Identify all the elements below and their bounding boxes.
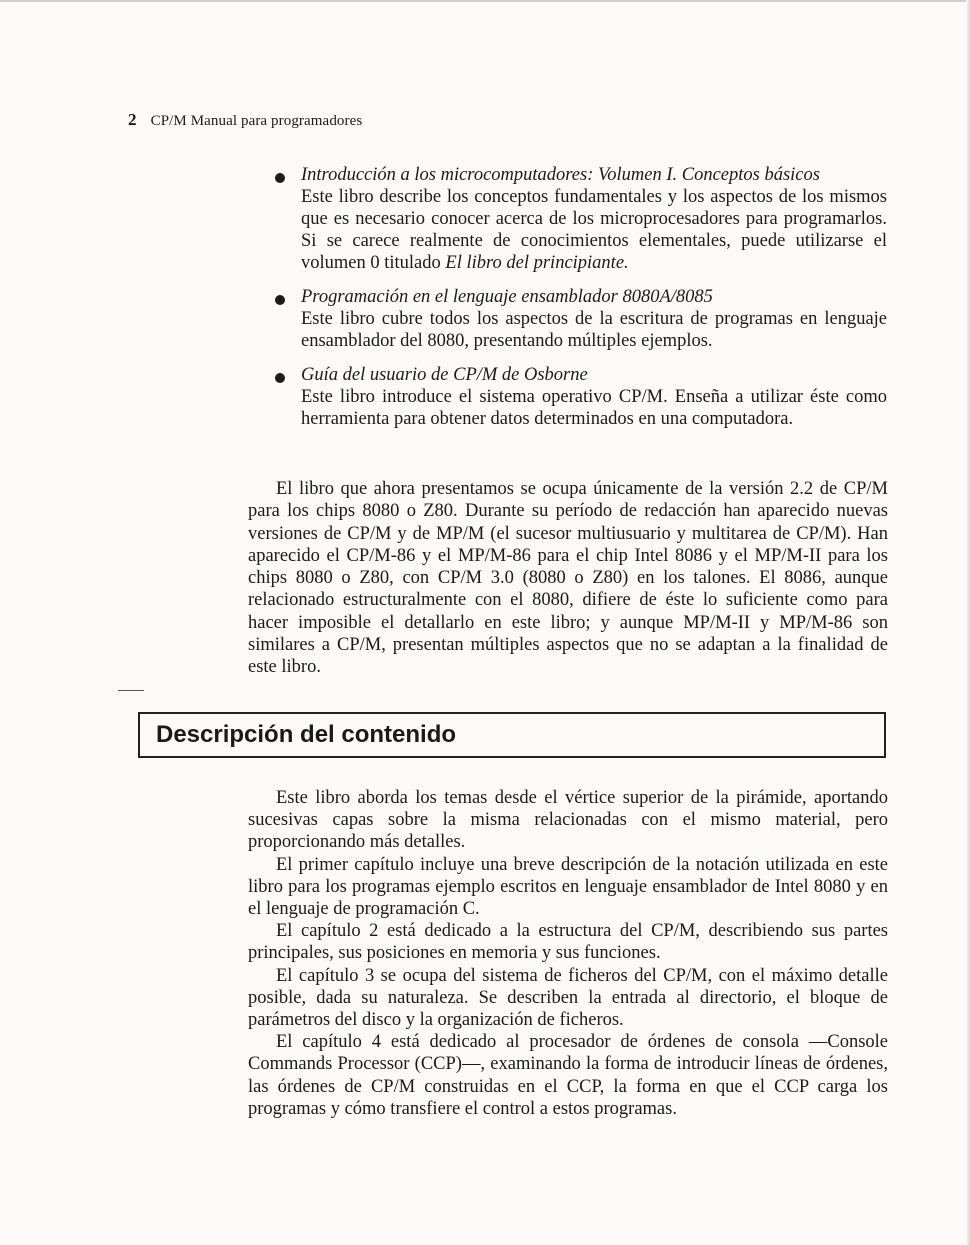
list-item (275, 364, 887, 430)
content-paragraph: El primer capítulo incluye una breve descripción de la notación utilizada en este libro para los programas ejemplo escritos en lenguaje ensamblador de Intel 8080 y en el lenguaje de programación C. (248, 854, 888, 920)
section-content (248, 787, 888, 1120)
bullet-icon (275, 295, 285, 305)
running-header (128, 110, 362, 130)
list-item (275, 164, 887, 274)
section-title: Descripción del contenido (156, 721, 457, 748)
page-number: 2 (128, 110, 137, 129)
margin-mark (118, 690, 144, 691)
book-description (301, 186, 887, 274)
intro-paragraph-text: El libro que ahora presentamos se ocupa únicamente de la versión 2.2 de CP/M para los chips 8080 o Z80. Durante su período de redacción han aparecido nuevas versiones de CP/M y de MP/M (el sucesor multiusuario y multitarea de CP/M). Han aparecido el CP/M-86 y el MP/M-86 para el chip Intel 8086 y el MP/M-II para los chips 8080 o Z80, con CP/M 3.0 (8080 o Z80) en los talones. El 8086, aunque relacionado estructuralmente con el 8080, difiere de éste lo suficiente como para hacer imposible el detallarlo en este libro; y aunque MP/M-II y MP/M-86 son similares a CP/M, presentan múltiples aspectos que no se adaptan a la finalidad de este libro. (248, 479, 888, 678)
content-paragraph: El capítulo 3 se ocupa del sistema de ficheros del CP/M, con el máximo detalle posible, dada su naturaleza. Se describen la entrada al directorio, el bloque de parámetros del disco y la organización de ficheros. (248, 965, 888, 1031)
running-title: CP/M Manual para programadores (150, 113, 363, 129)
reference-list (275, 164, 887, 442)
page-edge-right (966, 0, 970, 1245)
content-paragraph: Este libro aborda los temas desde el vértice superior de la pirámide, aportando sucesivas capas sobre la misma relacionadas con el mismo material, pero proporcionando más detalles. (248, 788, 888, 853)
page-edge-top (0, 0, 970, 2)
list-item (275, 286, 887, 352)
book-reference-italic: El libro del principiante. (445, 253, 629, 273)
book-title: Guía del usuario de CP/M de Osborne (301, 365, 588, 385)
book-title: Introducción a los microcomputadores: Volumen I. Conceptos básicos (301, 165, 820, 185)
book-description: Este libro introduce el sistema operativo CP/M. Enseña a utilizar éste como herramienta para obtener datos determinados en una computadora. (301, 387, 887, 429)
book-description-text: Este libro describe los conceptos fundamentales y los aspectos de los mismos que es necesario conocer acerca de los microprocesadores para programarlos. Si se carece realmente de conocimientos elementales, puede utilizarse el volumen 0 titulado (301, 187, 887, 273)
book-description: Este libro cubre todos los aspectos de la escritura de programas en lenguaje ensamblador del 8080, presentando múltiples ejemplos. (301, 309, 887, 351)
intro-paragraph (248, 478, 888, 679)
bullet-icon (275, 373, 285, 383)
content-paragraph: El capítulo 4 está dedicado al procesador de órdenes de consola —Console Commands Processor (CCP)—, examinando la forma de introducir líneas de órdenes, las órdenes de CP/M construidas en el CCP, la forma en que el CCP carga los programas y cómo transfiere el control a estos programas. (248, 1032, 888, 1119)
book-title: Programación en el lenguaje ensamblador 8080A/8085 (301, 287, 713, 307)
bullet-icon (275, 173, 285, 183)
content-paragraph: El capítulo 2 está dedicado a la estructura del CP/M, describiendo sus partes principales, sus posiciones en memoria y sus funciones. (248, 921, 888, 964)
section-heading-box (138, 712, 886, 758)
